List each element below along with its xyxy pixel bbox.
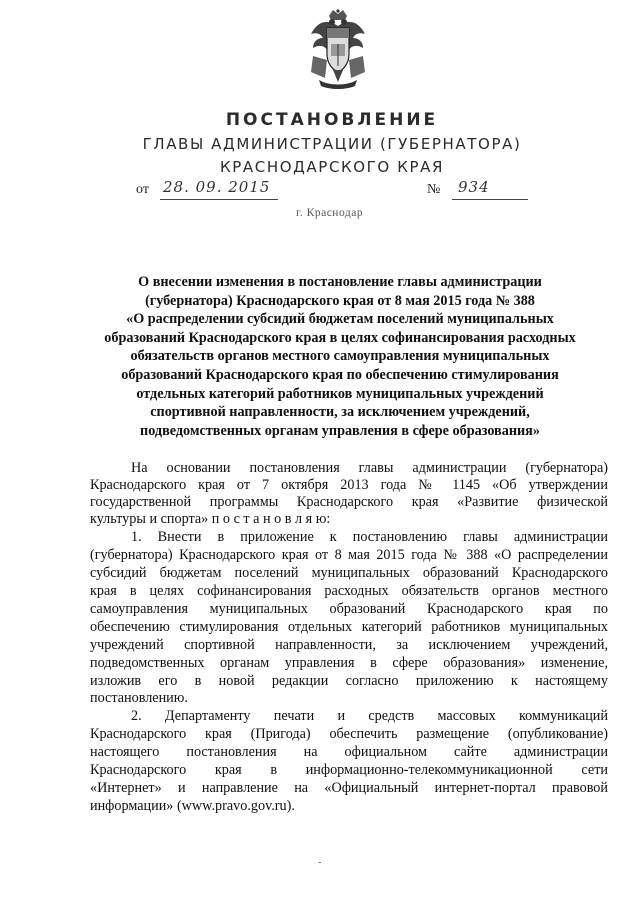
item-1-line: (губернатора) Краснодарского края от 8 мая 2015 года № 388 «О распределении [90,547,608,563]
item-1-line: учреждений спортивной направленности, за исключением учреждений, [90,637,608,653]
title-line: образований Краснодарского края по обеспечению стимулирования [121,366,559,383]
title-line: «О распределении субсидий бюджетам поселений муниципальных [126,311,554,328]
title-line: О внесении изменения в постановление главы администрации [138,274,542,290]
item-2-line: Краснодарского края (Пригода) обеспечить размещение (опубликование) [90,726,608,742]
date-value: 28. 09. 2015 [163,178,271,196]
title-line: отдельных категорий работников муниципальных учреждений [136,385,544,402]
item-2-line: информации» (www.pravo.gov.ru). [90,798,295,814]
title-line: спортивной направленности, за исключением учреждений, [150,404,530,421]
item-1-line: изложив его в новой редакции согласно приложению к настоящему [90,673,608,689]
intro-line: Краснодарского края от 7 октября 2013 года № 1145 «Об утверждении [90,477,608,493]
intro-line: На основании постановления главы администрации (губернатора) [131,460,608,476]
title-line: (губернатора) Краснодарского края от 8 мая 2015 года № 388 [145,292,535,309]
item-1-line: края в целях софинансирования расходных обязательств органов местного [90,583,608,599]
number-underline [452,199,528,200]
region-heading: КРАСНОДАРСКОГО КРАЯ [220,158,444,176]
title-line: обязательств органов местного самоуправления муниципальных [130,348,550,365]
title-line: образований Краснодарского края в целях софинансирования расходных [104,329,576,346]
title-line: подведомственных органам управления в сфере образования» [140,422,540,439]
item-1-line: подведомственных органам управления в сфере образования» изменение, [90,655,608,671]
intro-line: культуры и спорта» п о с т а н о в л я ю: [90,511,331,527]
item-2-line: настоящего постановления на официальном сайте администрации [90,744,608,760]
number-label: № [427,182,441,197]
document-type-heading: ПОСТАНОВЛЕНИЕ [225,110,439,130]
item-1-line: постановлению. [90,690,188,706]
city-label: г. Краснодар [296,207,364,219]
coat-of-arms-emblem [305,8,371,90]
intro-line: государственной программы Краснодарского края «Развитие физической [90,494,608,510]
resolution-title [100,273,580,440]
item-2-line: Краснодарского края в информационно-телекоммуникационной сети [90,762,608,778]
item-2-line: «Интернет» и направление на «Официальный интернет-портал правовой [90,780,608,796]
item-1-line: обеспечению стимулирования отдельных категорий работников муниципальных [90,619,608,635]
date-label: от [136,182,149,197]
issuer-heading: ГЛАВЫ АДМИНИСТРАЦИИ (ГУБЕРНАТОРА) [142,135,522,153]
page-footer-mark: - [318,857,322,868]
item-1-line: самоуправления муниципальных образований Краснодарского края по [90,601,608,617]
item-1-line: субсидий бюджетам поселений муниципальных образований Краснодарского [90,565,608,581]
number-value: 934 [458,178,490,196]
item-2-line: 2. Департаменту печати и средств массовых коммуникаций [131,708,608,724]
item-1-line: 1. Внести в приложение к постановлению главы администрации [131,529,608,545]
date-underline [160,199,278,200]
